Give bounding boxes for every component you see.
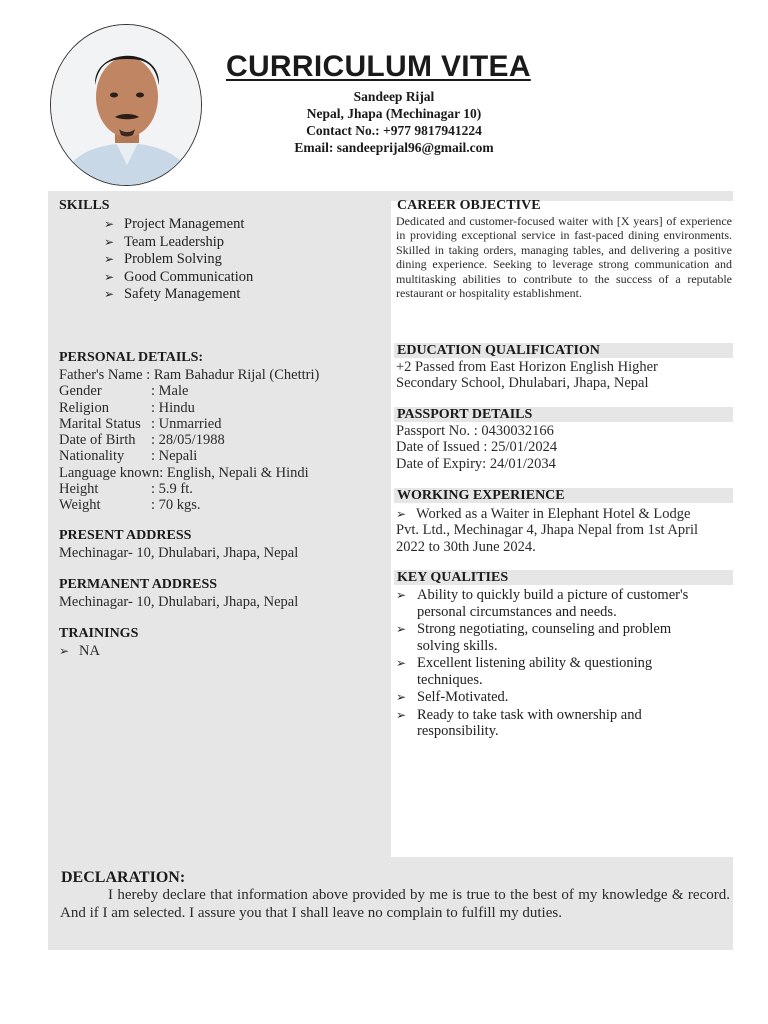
permanent-address-text: Mechinagar- 10, Dhulabari, Jhapa, Nepal xyxy=(59,594,299,610)
arrow-bullet-icon: ➢ xyxy=(104,269,115,284)
list-item: ➢ Team Leadership xyxy=(104,233,225,250)
detail-row: Height : 5.9 ft. xyxy=(59,481,193,498)
arrow-bullet-icon: ➢ xyxy=(396,588,407,602)
qualities-heading: KEY QUALITIES xyxy=(397,570,509,585)
personal-heading: PERSONAL DETAILS: xyxy=(59,350,204,365)
education-text: +2 Passed from East Horizon English Higher Secondary School, Dhulabari, Jhapa, Nepal xyxy=(396,359,658,392)
detail-row: Religion : Hindu xyxy=(59,399,195,416)
passport-number: Passport No. : 0430032166 xyxy=(396,423,554,439)
career-heading: CAREER OBJECTIVE xyxy=(397,198,541,213)
present-address-text: Mechinagar- 10, Dhulabari, Jhapa, Nepal xyxy=(59,545,299,561)
work-heading: WORKING EXPERIENCE xyxy=(397,488,565,503)
candidate-name: Sandeep Rijal xyxy=(353,89,435,104)
trainings-heading: TRAININGS xyxy=(59,626,139,641)
candidate-email[interactable]: Email: sandeeprijal96@gmail.com xyxy=(294,140,494,155)
present-address-heading: PRESENT ADDRESS xyxy=(59,528,192,543)
list-item: ➢ Self-Motivated. xyxy=(396,689,509,706)
arrow-bullet-icon: ➢ xyxy=(59,644,70,658)
arrow-bullet-icon: ➢ xyxy=(396,507,407,521)
declaration-text: I hereby declare that information above provided by me is true to the best of my knowledge & record. And if I am selected. I assure you that I shall leave no complain to fulfill my duties. xyxy=(60,887,730,921)
arrow-bullet-icon: ➢ xyxy=(104,287,115,301)
contact-block xyxy=(266,88,522,156)
work-experience-text: ➢ Worked as a Waiter in Elephant Hotel & Lodge Pvt. Ltd., Mechinagar 4, Jhapa Nepal from 1st April 2022 to 30th June 2024. xyxy=(396,506,699,555)
detail-row: Gender : Male xyxy=(59,383,189,400)
list-item: ➢ Problem Solving xyxy=(104,251,222,267)
declaration-heading: DECLARATION: xyxy=(61,869,186,886)
skills-heading: SKILLS xyxy=(59,198,110,213)
list-item: ➢ Safety Management xyxy=(104,286,241,302)
arrow-bullet-icon: ➢ xyxy=(396,707,407,722)
list-item: ➢ Strong negotiating, counseling and problem solving skills. xyxy=(396,621,672,654)
trainings-item: ➢ NA xyxy=(59,643,100,659)
page-title: CURRICULUM VITEA xyxy=(226,50,531,83)
arrow-bullet-icon: ➢ xyxy=(396,656,407,671)
passport-issued: Date of Issued : 25/01/2024 xyxy=(396,439,558,456)
list-item: ➢ Ability to quickly build a picture of customer's personal circumstances and needs. xyxy=(396,587,689,620)
languages-known: Language known: English, Nepali & Hindi xyxy=(59,464,309,481)
passport-expiry: Date of Expiry: 24/01/2034 xyxy=(396,455,556,472)
candidate-phone: Contact No.: +977 9817941224 xyxy=(306,123,482,138)
detail-row: Weight : 70 kgs. xyxy=(59,497,201,514)
personal-details xyxy=(59,367,319,514)
permanent-address-heading: PERMANENT ADDRESS xyxy=(59,577,218,592)
arrow-bullet-icon: ➢ xyxy=(104,252,115,266)
profile-photo xyxy=(50,24,202,186)
detail-row: Marital Status : Unmarried xyxy=(59,415,222,432)
arrow-bullet-icon: ➢ xyxy=(396,622,407,637)
arrow-bullet-icon: ➢ xyxy=(396,690,407,705)
career-objective-text: Dedicated and customer-focused waiter with [X years] of experience in providing exceptional service in fast-paced dining environments. Skilled in taking orders, managing tables, and delivering a positive dining experience. Seeking to leverage strong communication and multitasking abilities to contribute to the success of a reputable restaurant or hospitality establishment. xyxy=(396,214,732,301)
arrow-bullet-icon: ➢ xyxy=(104,234,115,249)
list-item: ➢ Project Management xyxy=(104,216,245,232)
list-item: ➢ Ready to take task with ownership and responsibility. xyxy=(396,706,642,740)
qualities-list xyxy=(396,587,688,741)
list-item: ➢ Excellent listening ability & questioning techniques. xyxy=(396,655,653,688)
detail-row: Nationality : Nepali xyxy=(59,448,198,465)
passport-heading: PASSPORT DETAILS xyxy=(397,407,533,422)
candidate-address: Nepal, Jhapa (Mechinagar 10) xyxy=(306,106,482,121)
education-heading: EDUCATION QUALIFICATION xyxy=(397,343,600,358)
skills-list xyxy=(104,216,253,304)
list-item: ➢ Good Communication xyxy=(104,268,254,285)
passport-details xyxy=(396,423,557,472)
arrow-bullet-icon: ➢ xyxy=(104,217,115,231)
detail-row: Date of Birth : 28/05/1988 xyxy=(59,432,225,449)
father-name: Father's Name : Ram Bahadur Rijal (Chettri) xyxy=(59,367,320,383)
